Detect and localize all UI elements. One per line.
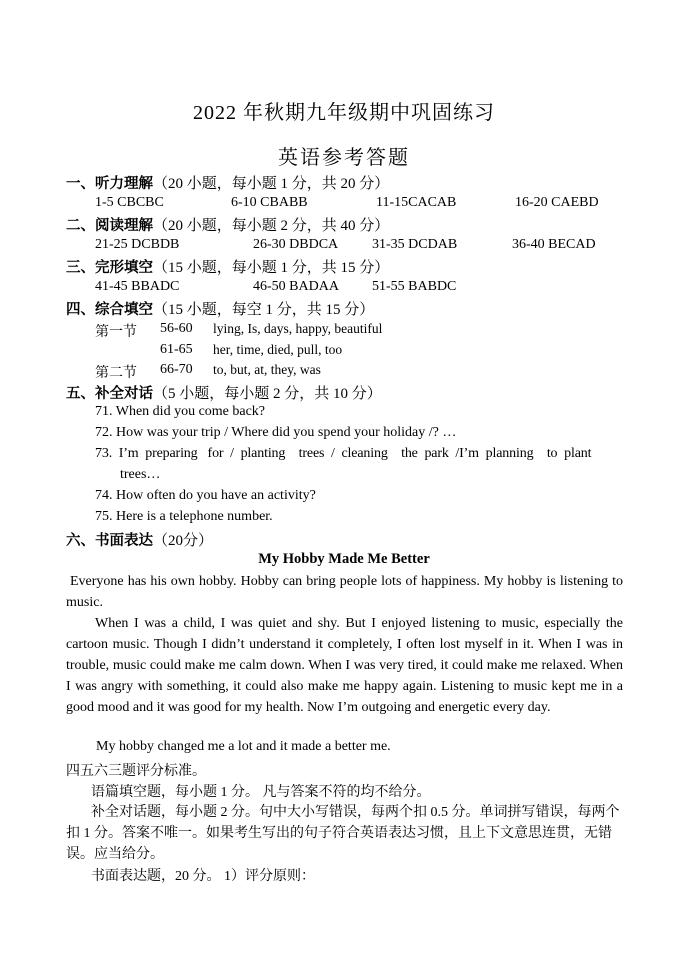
grading-rule: 语篇填空题，每小题 1 分。 凡与答案不符的均不给分。 xyxy=(91,785,431,800)
section-name: 书面表达 xyxy=(95,533,153,549)
section-number: 一、 xyxy=(66,176,95,192)
essay-paragraph-text: When I was a child, I was quiet and shy. But I enjoyed listening to music, especially the cartoon music. Though I didn’t understand it completely, I often lost myself in it. When I was in trouble, music could make me calm down. When I was very tired, it could make me relaxed. When I was angry with something, it could also make me happy again. Listening to music kept me in a good mood and it was good for my health. Now I’m outgoing and energetic every day. xyxy=(66,616,623,715)
section-number: 六、 xyxy=(66,533,95,549)
answer-words: to, but, at, they, was xyxy=(213,362,321,377)
section-name: 完形填空 xyxy=(95,260,153,276)
section-detail: （5 小题，每小题 2 分，共 10 分） xyxy=(153,386,382,402)
answer-range: 61-65 xyxy=(160,342,193,357)
section-name: 补全对话 xyxy=(95,386,153,402)
dialogue-answer: 72. How was your trip / Where did you spend your holiday /? … xyxy=(95,425,457,440)
dialogue-answer: 74. How often do you have an activity? xyxy=(95,488,316,503)
answer-group: 6-10 CBABB xyxy=(231,195,308,210)
answer-group: 51-55 BABDC xyxy=(372,279,457,294)
section-heading-cloze xyxy=(66,256,389,277)
section-detail: （15 小题，每空 1 分，共 15 分） xyxy=(153,302,375,318)
answer-range: 66-70 xyxy=(160,362,193,377)
section-heading-writing xyxy=(66,529,213,550)
essay-paragraph xyxy=(66,571,623,613)
dialogue-answer: 71. When did you come back? xyxy=(95,404,266,419)
section-heading-listening xyxy=(66,172,389,193)
dialogue-answer: 73. I’m preparing for / planting trees / cleaning the park /I’m planning to plant xyxy=(95,446,592,461)
section-heading-reading xyxy=(66,214,389,235)
answer-group: 36-40 BECAD xyxy=(512,237,596,252)
dialogue-answer: 75. Here is a telephone number. xyxy=(95,509,273,524)
grading-rule: 补全对话题，每小题 2 分。句中大小写错误，每两个扣 0.5 分。单词拼写错误，每两个扣 1 分。答案不唯一。如果考生写出的句子符合英语表达习惯，且上下文意思连贯，无错误。应当给分。 xyxy=(66,805,620,862)
answer-words: lying, Is, days, happy, beautiful xyxy=(213,321,383,336)
section-number: 二、 xyxy=(66,218,95,234)
grading-heading: 四五六三题评分标准。 xyxy=(66,764,206,779)
section-detail: （20 小题，每小题 2 分，共 40 分） xyxy=(153,218,390,234)
answer-group: 21-25 DCBDB xyxy=(95,237,180,252)
essay-paragraph: My hobby changed me a lot and it made a better me. xyxy=(96,739,391,754)
section-name: 综合填空 xyxy=(95,302,153,318)
section-number: 五、 xyxy=(66,386,95,402)
page-subtitle: 英语参考答题 xyxy=(278,147,410,169)
answer-group: 26-30 DBDCA xyxy=(253,237,339,252)
essay-paragraph xyxy=(66,613,623,718)
section-detail: （15 小题，每小题 1 分，共 15 分） xyxy=(153,260,390,276)
answer-group: 31-35 DCDAB xyxy=(372,237,458,252)
section-detail: （20 小题，每小题 1 分，共 20 分） xyxy=(153,176,390,192)
part-label: 第一节 xyxy=(95,325,137,340)
dialogue-answer-continuation: trees… xyxy=(120,467,161,482)
answer-range: 56-60 xyxy=(160,321,193,336)
section-number: 四、 xyxy=(66,302,95,318)
answer-group: 41-45 BBADC xyxy=(95,279,180,294)
section-number: 三、 xyxy=(66,260,95,276)
answer-group: 1-5 CBCBC xyxy=(95,195,164,210)
section-name: 阅读理解 xyxy=(95,218,153,234)
essay-paragraph-text: Everyone has his own hobby. Hobby can bring people lots of happiness. My hobby is listening to music. xyxy=(66,574,623,610)
answer-words: her, time, died, pull, too xyxy=(213,342,343,357)
section-heading-dialogue xyxy=(66,382,382,403)
essay-title: My Hobby Made Me Better xyxy=(258,551,430,567)
answer-group: 16-20 CAEBD xyxy=(515,195,599,210)
grading-rule: 书面表达题，20 分。 1）评分原则： xyxy=(91,869,315,884)
section-name: 听力理解 xyxy=(95,176,153,192)
answer-group: 11-15CACAB xyxy=(376,195,457,210)
section-detail: （20分） xyxy=(153,533,214,549)
section-heading-comprehensive xyxy=(66,298,374,319)
page-title: 2022 年秋期九年级期中巩固练习 xyxy=(193,102,495,124)
part-label: 第二节 xyxy=(95,366,137,381)
answer-group: 46-50 BADAA xyxy=(253,279,339,294)
